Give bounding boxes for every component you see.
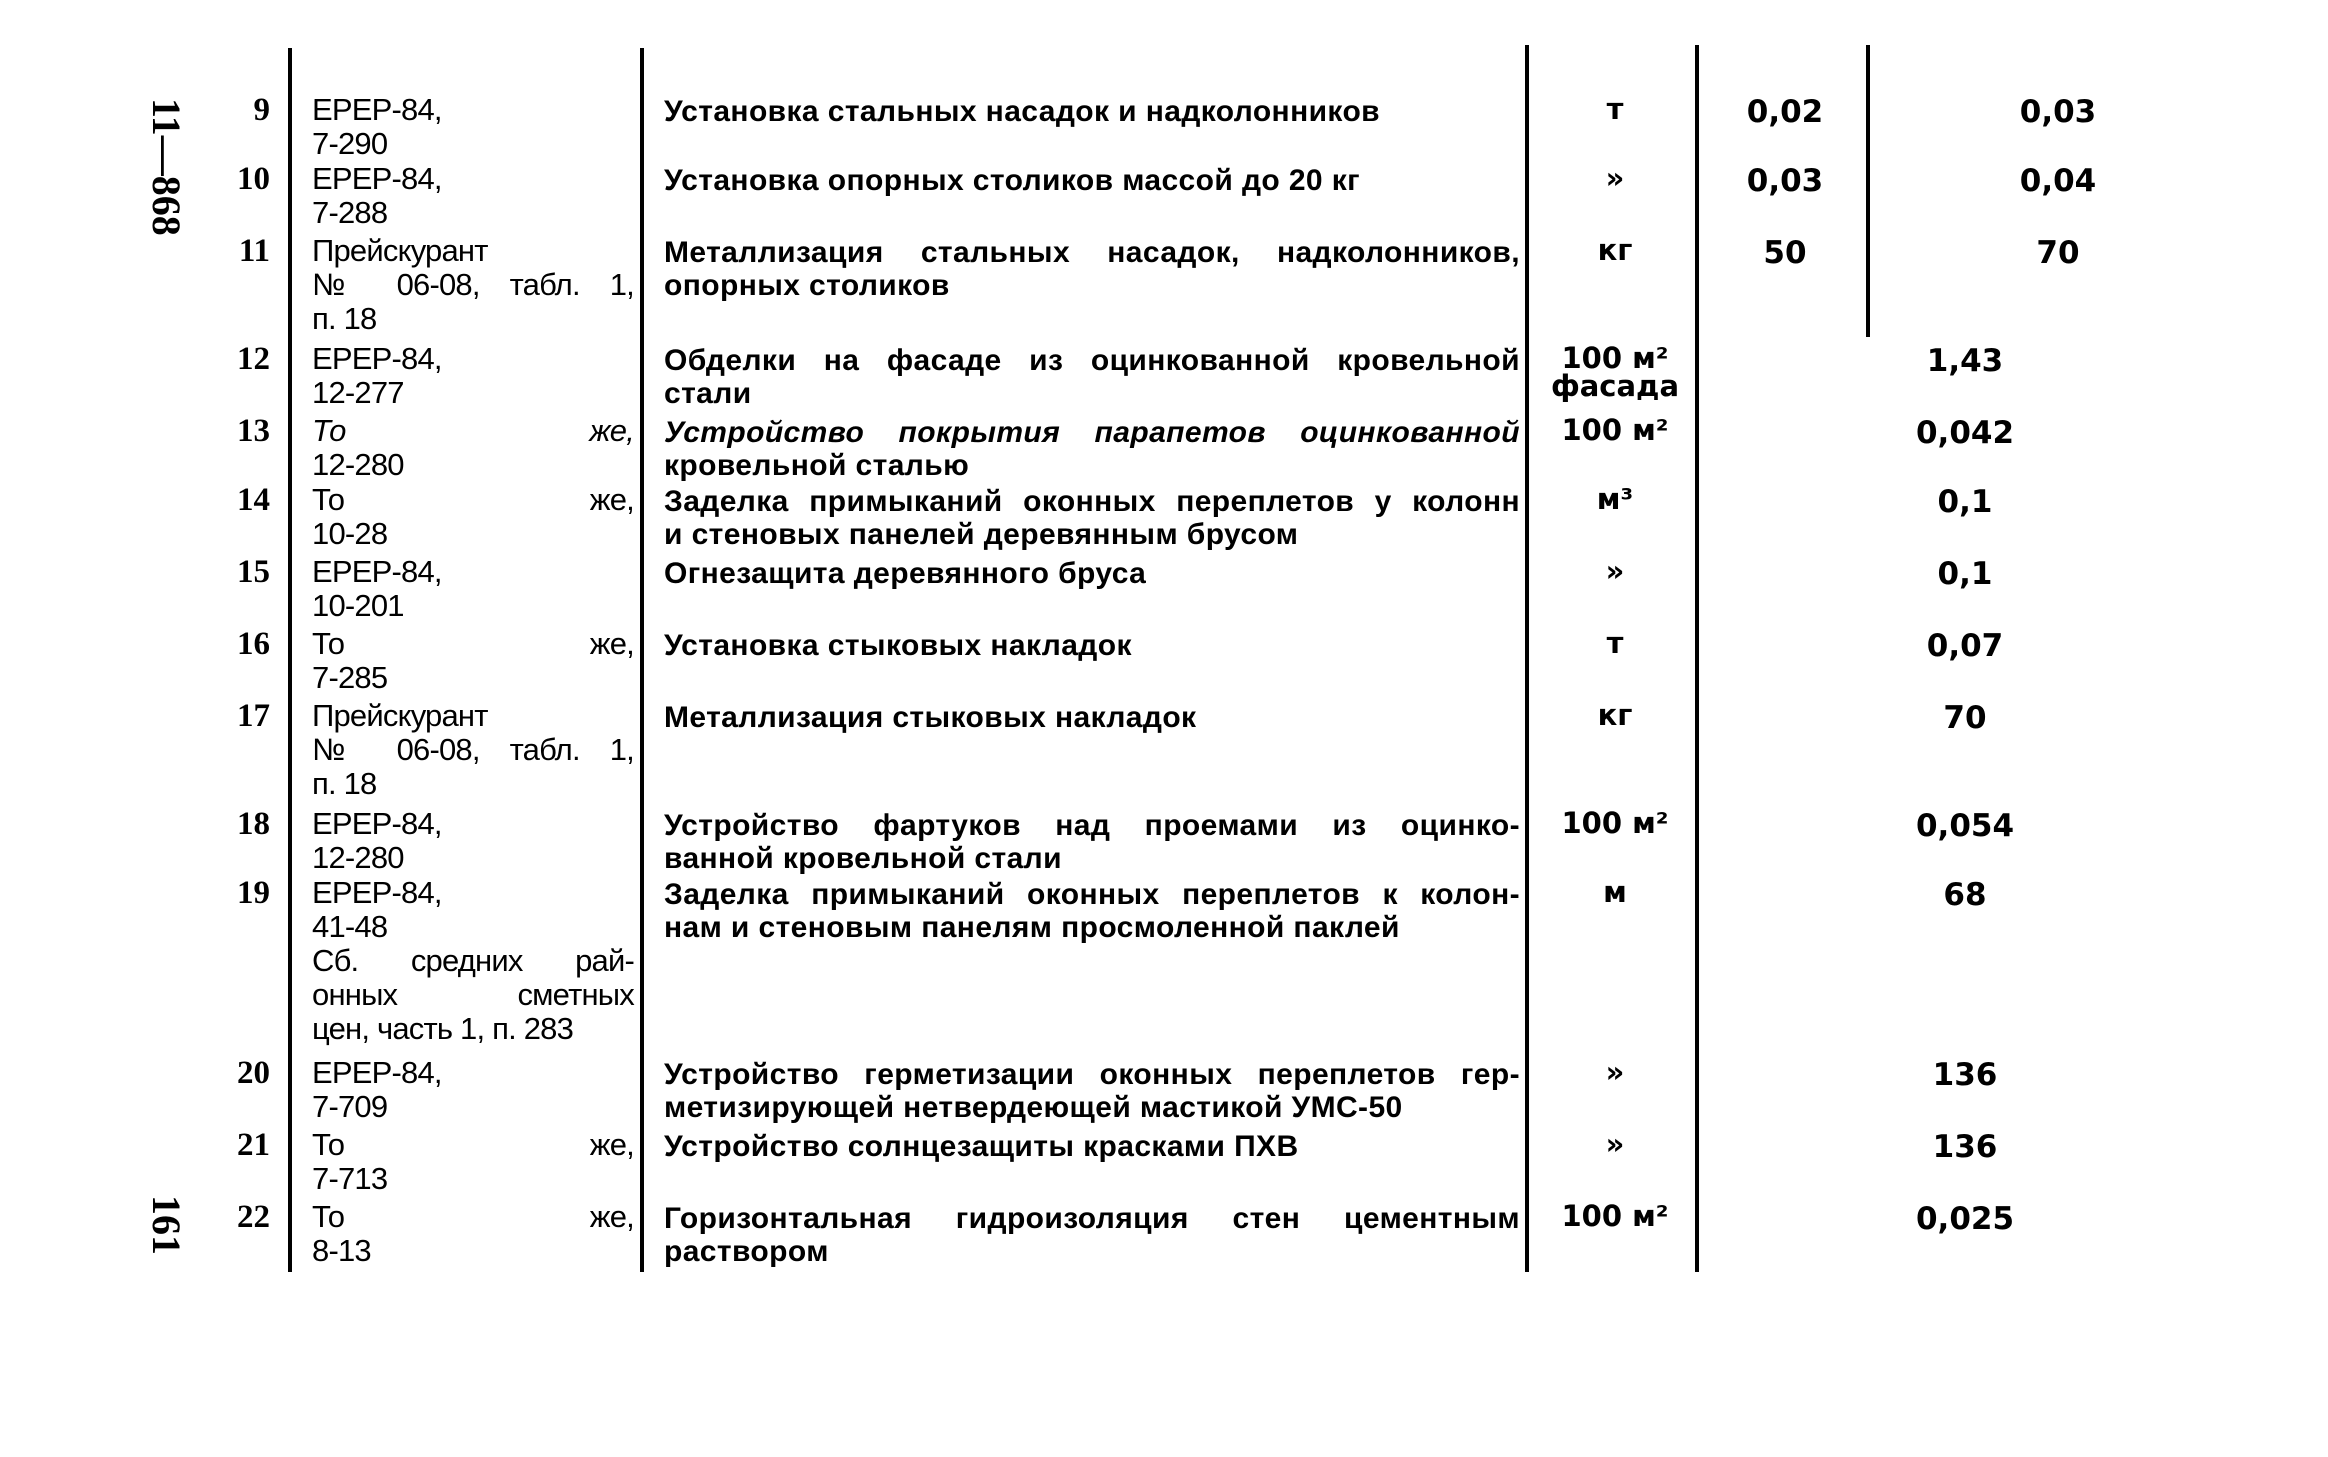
reference-line: ЕРЕР-84,	[312, 875, 442, 910]
description-line: кровельной сталью	[664, 449, 970, 482]
description-cell	[664, 878, 1520, 944]
unit-line: »	[1605, 554, 1625, 588]
unit-cell	[1530, 1199, 1700, 1233]
reference-line: 10-28	[312, 516, 388, 551]
description-line: нам и стеновым панелям просмоленной паклей	[664, 911, 1400, 944]
row-number: 19	[237, 875, 270, 911]
description-line: Установка стальных насадок и надколонников	[664, 95, 1381, 128]
row-number: 20	[237, 1055, 270, 1091]
description-line: и стеновых панелей деревянным брусом	[664, 518, 1299, 551]
quantity-option-2: 70	[2036, 235, 2080, 271]
description-line: Заделка примыканий оконных переплетов к колон-	[664, 878, 1520, 911]
reference-line: 10-201	[312, 588, 404, 623]
description-cell	[664, 416, 1520, 482]
row-number: 13	[237, 413, 270, 449]
quantity-option-2: 136	[1932, 1057, 1998, 1093]
reference-line: ЕРЕР-84,	[312, 806, 442, 841]
reference-cell	[312, 555, 634, 623]
reference-cell	[312, 234, 634, 336]
reference-line: ЕРЕР-84,	[312, 554, 442, 589]
unit-line: кг	[1597, 233, 1633, 267]
row-number: 14	[237, 482, 270, 518]
unit-cell	[1530, 698, 1700, 732]
unit-line: т	[1606, 92, 1624, 126]
reference-line: ЕРЕР-84,	[312, 92, 442, 127]
reference-line: 12-277	[312, 375, 404, 410]
reference-cell	[312, 627, 634, 695]
quantity-option-1: 0,02	[1746, 94, 1824, 130]
reference-line: № 06-08, табл. 1,	[312, 732, 634, 767]
description-line: Устройство герметизации оконных переплетов гер-	[664, 1058, 1520, 1091]
reference-line: То же,	[312, 1199, 634, 1234]
quantity-option-2: 0,07	[1926, 628, 2004, 664]
description-line: раствором	[664, 1235, 829, 1268]
description-line: Металлизация стальных насадок, надколонников,	[664, 236, 1520, 269]
unit-cell	[1530, 554, 1700, 588]
unit-cell	[1530, 1055, 1700, 1089]
reference-cell	[312, 342, 634, 410]
reference-cell	[312, 162, 634, 230]
description-line: Заделка примыканий оконных переплетов у колонн	[664, 485, 1520, 518]
row-number: 17	[237, 698, 270, 734]
description-cell	[664, 95, 1520, 128]
unit-line: »	[1605, 1127, 1625, 1161]
description-line: метизирующей нетвердеющей мастикой УМС-50	[664, 1091, 1403, 1124]
reference-line: Сб. средних рай-	[312, 943, 634, 978]
row-number: 15	[237, 554, 270, 590]
quantity-option-2: 0,1	[1937, 556, 1993, 592]
unit-cell	[1530, 875, 1700, 909]
unit-line: фасада	[1550, 369, 1680, 403]
reference-line: ЕРЕР-84,	[312, 1055, 442, 1090]
reference-line: 12-280	[312, 840, 404, 875]
unit-line: 100 м²	[1561, 1199, 1669, 1233]
row-number: 21	[237, 1127, 270, 1163]
row-number: 22	[237, 1199, 270, 1235]
description-line: опорных столиков	[664, 269, 950, 302]
unit-line: м	[1603, 875, 1627, 909]
description-cell	[664, 557, 1520, 590]
reference-line: 7-290	[312, 126, 388, 161]
description-line: ванной кровельной стали	[664, 842, 1062, 875]
reference-line: 7-709	[312, 1089, 388, 1124]
reference-cell	[312, 1200, 634, 1268]
reference-line: 12-280	[312, 447, 404, 482]
unit-cell	[1530, 806, 1700, 840]
quantity-option-2: 0,03	[2019, 94, 2097, 130]
description-cell	[664, 1202, 1520, 1268]
reference-cell	[312, 93, 634, 161]
quantity-option-1: 0,03	[1746, 163, 1824, 199]
row-number: 12	[237, 341, 270, 377]
reference-line: ЕРЕР-84,	[312, 161, 442, 196]
row-number: 18	[237, 806, 270, 842]
unit-cell	[1530, 626, 1700, 660]
unit-cell	[1530, 92, 1700, 126]
reference-line: То же,	[312, 1127, 634, 1162]
unit-cell	[1530, 233, 1700, 267]
description-line: Установка опорных столиков массой до 20 кг	[664, 164, 1361, 197]
unit-line: 100 м²	[1561, 341, 1669, 375]
unit-line: т	[1606, 626, 1624, 660]
description-cell	[664, 629, 1520, 662]
unit-cell	[1530, 482, 1700, 516]
column-divider	[288, 48, 292, 1272]
reference-line: 7-288	[312, 195, 388, 230]
quantity-option-2: 136	[1932, 1129, 1998, 1165]
reference-line: Прейскурант	[312, 698, 488, 733]
quantity-option-2: 1,43	[1926, 343, 2004, 379]
row-number: 10	[237, 161, 270, 197]
description-cell	[664, 344, 1520, 410]
reference-cell	[312, 483, 634, 551]
column-divider	[1525, 45, 1529, 1272]
reference-line: № 06-08, табл. 1,	[312, 267, 634, 302]
unit-line: »	[1605, 161, 1625, 195]
reference-line: То же,	[312, 482, 634, 517]
description-line: Устройство солнцезащиты красками ПХВ	[664, 1130, 1299, 1163]
quantity-option-2: 68	[1943, 877, 1987, 913]
reference-cell	[312, 414, 634, 482]
quantity-option-2: 0,1	[1937, 484, 1993, 520]
reference-line: ЕРЕР-84,	[312, 341, 442, 376]
unit-line: 100 м²	[1561, 413, 1669, 447]
description-cell	[664, 1130, 1520, 1163]
quantity-option-2: 0,025	[1915, 1201, 2015, 1237]
row-number: 16	[237, 626, 270, 662]
description-line: Огнезащита деревянного бруса	[664, 557, 1147, 590]
side-code: 11—868	[144, 98, 189, 236]
column-divider	[1695, 45, 1699, 1272]
quantity-option-2: 0,04	[2019, 163, 2097, 199]
page-number: 161	[144, 1195, 189, 1255]
row-number: 11	[238, 233, 270, 269]
unit-cell	[1530, 341, 1700, 403]
column-divider	[640, 48, 644, 1272]
description-cell	[664, 1058, 1520, 1124]
unit-line: 100 м²	[1561, 806, 1669, 840]
description-cell	[664, 236, 1520, 302]
quantity-option-2: 70	[1943, 700, 1987, 736]
description-cell	[664, 164, 1520, 197]
reference-line: цен, часть 1, п. 283	[312, 1011, 574, 1046]
quantity-option-2: 0,042	[1915, 415, 2015, 451]
unit-line: »	[1605, 1055, 1625, 1089]
row-number: 9	[253, 92, 270, 128]
quantity-option-2: 0,054	[1915, 808, 2015, 844]
reference-line: То же,	[312, 626, 634, 661]
reference-line: онных сметных	[312, 977, 634, 1012]
unit-cell	[1530, 1127, 1700, 1161]
reference-line: 8-13	[312, 1233, 371, 1268]
description-cell	[664, 485, 1520, 551]
description-line: Металлизация стыковых накладок	[664, 701, 1197, 734]
reference-line: 7-713	[312, 1161, 388, 1196]
description-cell	[664, 701, 1520, 734]
reference-cell	[312, 1128, 634, 1196]
reference-line: 7-285	[312, 660, 388, 695]
description-line: Устройство фартуков над проемами из оцинко-	[664, 809, 1520, 842]
description-line: Устройство покрытия парапетов оцинкованной	[664, 416, 1520, 449]
description-line: Обделки на фасаде из оцинкованной кровельной	[664, 344, 1520, 377]
description-cell	[664, 809, 1520, 875]
description-line: стали	[664, 377, 752, 410]
unit-cell	[1530, 413, 1700, 447]
reference-line: п. 18	[312, 301, 377, 336]
reference-cell	[312, 807, 634, 875]
reference-line: То же,	[312, 413, 634, 448]
reference-line: 41-48	[312, 909, 388, 944]
reference-cell	[312, 876, 634, 1046]
quantity-option-1: 50	[1763, 235, 1807, 271]
description-line: Горизонтальная гидроизоляция стен цементным	[664, 1202, 1520, 1235]
reference-line: п. 18	[312, 766, 377, 801]
unit-cell	[1530, 161, 1700, 195]
reference-cell	[312, 699, 634, 801]
unit-line: м³	[1596, 482, 1634, 516]
reference-cell	[312, 1056, 634, 1124]
description-line: Установка стыковых накладок	[664, 629, 1132, 662]
unit-line: кг	[1597, 698, 1633, 732]
reference-line: Прейскурант	[312, 233, 488, 268]
